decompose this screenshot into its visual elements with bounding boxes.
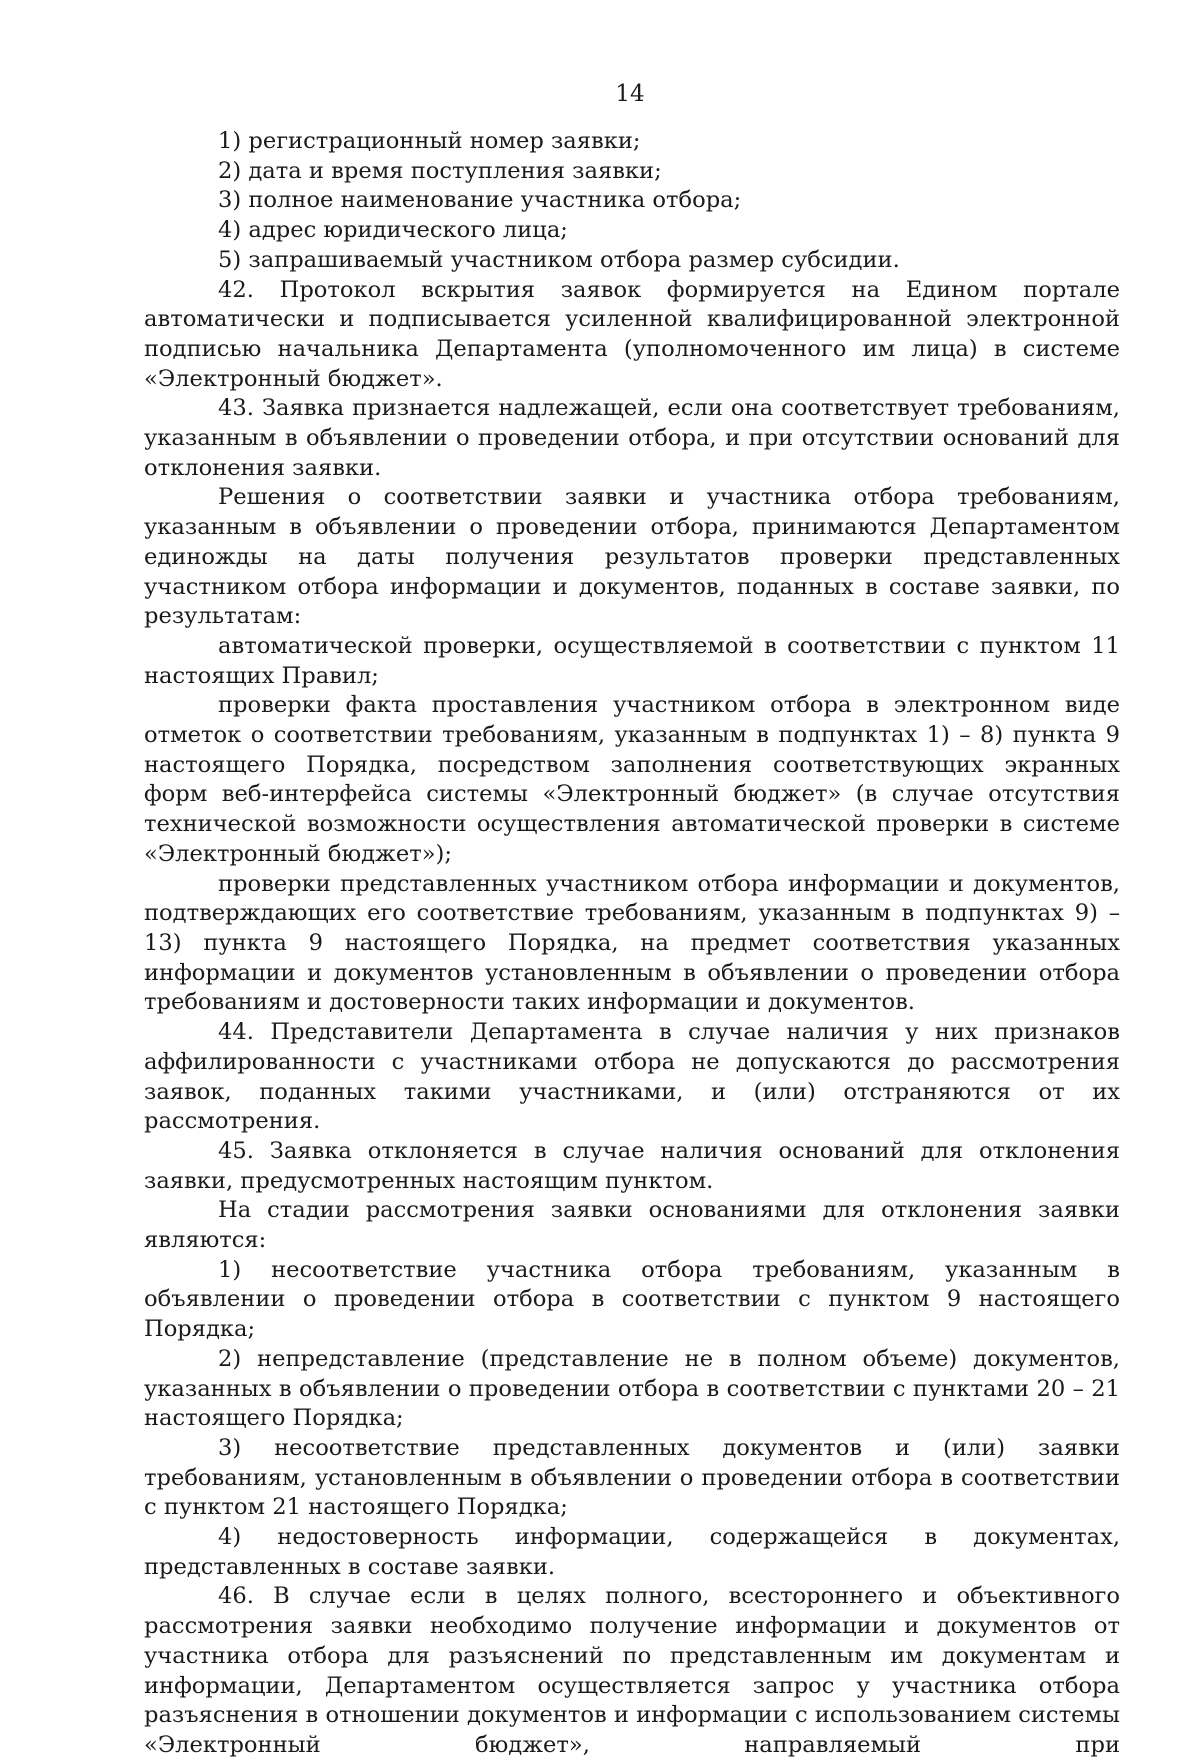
- paragraph-item-1-registration-number: 1) регистрационный номер заявки;: [218, 128, 641, 154]
- paragraph-documents-check: проверки представленных участником отбора информации и документов, подтверждающих его соответствие требованиям, указанным в подпунктах 9) – 13) пункта 9 настоящего Порядка, на предмет соответствия указанных информации и документов установленным в объявлении о проведении отбора требованиям и достоверности таких информации и документов.: [144, 870, 1120, 1016]
- paragraph-clause-45: 45. Заявка отклоняется в случае наличия оснований для отклонения заявки, предусмотренных настоящим пунктом.: [144, 1137, 1120, 1194]
- paragraph-clause-46: 46. В случае если в целях полного, всестороннего и объективного рассмотрения заявки необходимо получение информации и документов от участника отбора для разъяснений по представленным им документам и информации, Департаментом осуществляется запрос у участника отбора разъяснения в отношении документов и информации с использованием системы «Электронный бюджет», направляемый при: [144, 1583, 1120, 1758]
- page-number: 14: [615, 81, 645, 107]
- paragraph-ground-2: 2) непредставление (представление не в полном объеме) документов, указанных в объявлении о проведении отбора в соответствии с пунктами 20 – 21 настоящего Порядка;: [144, 1345, 1120, 1432]
- paragraph-decisions: Решения о соответствии заявки и участника отбора требованиям, указанным в объявлении о проведении отбора, принимаются Департаментом единожды на даты получения результатов проверки представленных участником отбора информации и документов, поданных в составе заявки, по результатам:: [144, 484, 1120, 630]
- paragraph-rejection-grounds-intro: На стадии рассмотрения заявки основаниями для отклонения заявки являются:: [144, 1197, 1120, 1254]
- paragraph-clause-43: 43. Заявка признается надлежащей, если она соответствует требованиям, указанным в объявлении о проведении отбора, и при отсутствии оснований для отклонения заявки.: [144, 395, 1120, 481]
- paragraph-clause-42: 42. Протокол вскрытия заявок формируется на Едином портале автоматически и подписывается усиленной квалифицированной электронной подписью начальника Департамента (уполномоченного им лица) в системе «Электронный бюджет».: [144, 276, 1120, 392]
- paragraph-item-5-subsidy-amount: 5) запрашиваемый участником отбора размер субсидии.: [218, 246, 900, 273]
- paragraph-item-2-date-time: 2) дата и время поступления заявки;: [218, 157, 662, 184]
- paragraph-automatic-check: автоматической проверки, осуществляемой в соответствии с пунктом 11 настоящих Правил;: [144, 632, 1120, 689]
- paragraph-ground-1: 1) несоответствие участника отбора требованиям, указанным в объявлении о проведении отбора в соответствии с пунктом 9 настоящего Порядка;: [144, 1256, 1120, 1343]
- paragraph-ground-4: 4) недостоверность информации, содержащейся в документах, представленных в составе заявки.: [144, 1524, 1120, 1580]
- paragraph-ground-3: 3) несоответствие представленных документов и (или) заявки требованиям, установленным в объявлении о проведении отбора в соответствии с пунктом 21 настоящего Порядка;: [144, 1434, 1120, 1521]
- paragraph-marks-check: проверки факта проставления участником отбора в электронном виде отметок о соответствии требованиям, указанным в подпунктах 1) – 8) пункта 9 настоящего Порядка, посредством заполнения соответствующих экранных форм веб-интерфейса системы «Электронный бюджет» (в случае отсутствия технической возможности осуществления автоматической проверки в системе «Электронный бюджет»);: [144, 692, 1120, 867]
- paragraph-item-4-legal-address: 4) адрес юридического лица;: [218, 217, 568, 244]
- document-body: [144, 127, 1120, 1761]
- paragraph-clause-44: 44. Представители Департамента в случае наличия у них признаков аффилированности с участниками отбора не допускаются до рассмотрения заявок, поданных такими участниками, и (или) отстраняются от их рассмотрения.: [144, 1019, 1120, 1135]
- paragraph-item-3-full-name: 3) полное наименование участника отбора;: [218, 187, 742, 214]
